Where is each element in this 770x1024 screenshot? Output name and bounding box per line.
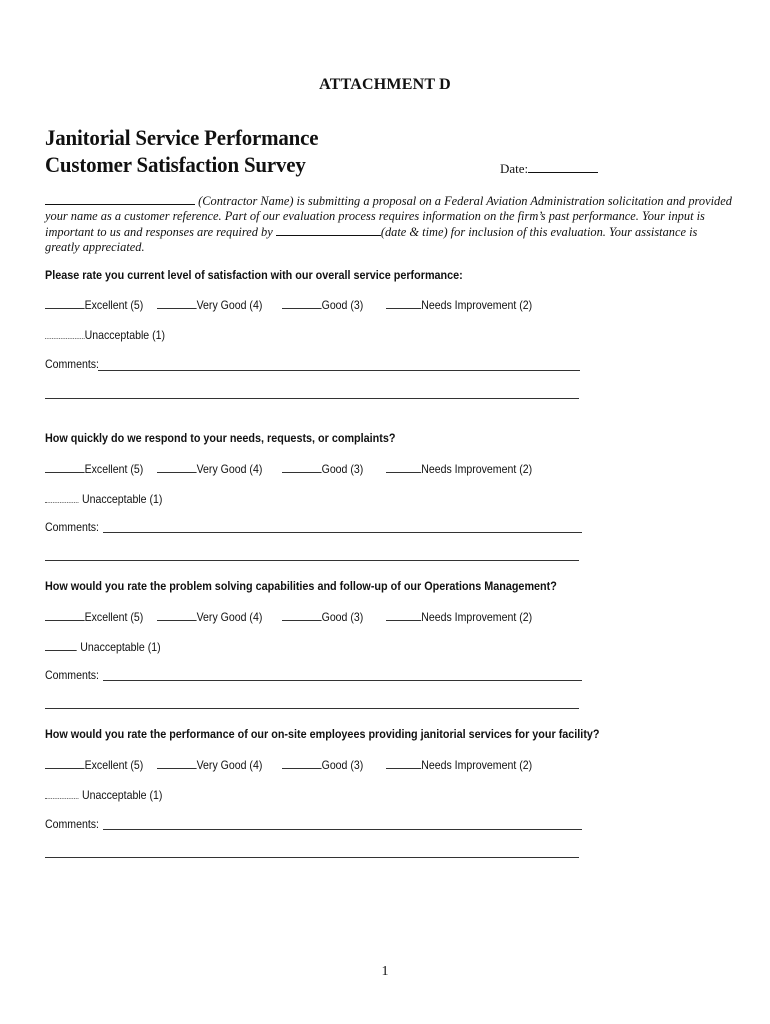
option-label: Very Good (4) xyxy=(196,610,263,624)
comments-line-2[interactable] xyxy=(45,857,579,858)
option-label: Needs Improvement (2) xyxy=(421,610,533,624)
question-4: How would you rate the performance of our on-site employees providing janitorial services for your facility? xyxy=(45,727,600,741)
option-label: Good (3) xyxy=(321,758,364,772)
option-label: Needs Improvement (2) xyxy=(421,462,533,476)
option-needs-improvement[interactable] xyxy=(386,757,532,772)
option-label: Very Good (4) xyxy=(196,758,263,772)
blank[interactable] xyxy=(45,327,85,339)
intro-text-2: (date & time) for inclusion of this evaluation. Your assistance is greatly appreciated. xyxy=(45,225,698,254)
comments-line-1[interactable] xyxy=(103,829,582,830)
option-label: Excellent (5) xyxy=(84,462,144,476)
question-2-comments xyxy=(45,520,106,534)
option-label: Very Good (4) xyxy=(196,462,263,476)
option-very-good[interactable] xyxy=(157,461,262,476)
comments-line-1[interactable] xyxy=(98,370,580,371)
option-label: Unacceptable (1) xyxy=(84,328,166,342)
title-line-1: Janitorial Service Performance xyxy=(45,125,319,150)
question-1-comments xyxy=(45,357,106,371)
blank[interactable] xyxy=(386,609,421,621)
option-label: Needs Improvement (2) xyxy=(421,298,533,312)
option-very-good[interactable] xyxy=(157,297,262,312)
blank[interactable] xyxy=(282,609,322,621)
date-blank[interactable] xyxy=(528,160,598,173)
blank[interactable] xyxy=(282,297,322,309)
option-needs-improvement[interactable] xyxy=(386,297,532,312)
option-label: Needs Improvement (2) xyxy=(421,758,533,772)
blank[interactable] xyxy=(45,461,85,473)
date-label: Date: xyxy=(500,161,529,176)
option-label: Excellent (5) xyxy=(84,758,144,772)
comments-label: Comments: xyxy=(45,668,99,682)
comments-line-2[interactable] xyxy=(45,560,579,561)
blank[interactable] xyxy=(45,757,85,769)
option-unacceptable[interactable] xyxy=(45,491,162,506)
comments-line-2[interactable] xyxy=(45,708,579,709)
intro-text-1: (Contractor Name) is submitting a proposal on a Federal Aviation Administration solicitation and provided your name as a customer reference. Part of our evaluation process requires information on the firm’s past performance. Your input is important to us and responses are required by xyxy=(45,194,732,239)
option-good[interactable] xyxy=(282,461,363,476)
blank[interactable] xyxy=(157,757,197,769)
page-title xyxy=(45,124,318,178)
option-good[interactable] xyxy=(282,297,363,312)
option-very-good[interactable] xyxy=(157,609,262,624)
option-needs-improvement[interactable] xyxy=(386,461,532,476)
title-line-2: Customer Satisfaction Survey xyxy=(45,152,306,177)
option-label: Unacceptable (1) xyxy=(80,640,161,654)
option-label: Unacceptable (1) xyxy=(81,788,163,802)
blank[interactable] xyxy=(386,297,421,309)
blank[interactable] xyxy=(45,639,77,651)
blank[interactable] xyxy=(45,491,78,503)
option-unacceptable[interactable] xyxy=(45,327,165,342)
option-label: Good (3) xyxy=(321,610,364,624)
option-excellent[interactable] xyxy=(45,297,143,312)
blank[interactable] xyxy=(157,609,197,621)
option-label: Excellent (5) xyxy=(84,610,144,624)
option-label: Good (3) xyxy=(321,462,364,476)
date-field xyxy=(500,160,598,177)
option-excellent[interactable] xyxy=(45,461,143,476)
contractor-name-blank[interactable] xyxy=(45,193,195,205)
blank[interactable] xyxy=(386,757,421,769)
blank[interactable] xyxy=(157,297,197,309)
blank[interactable] xyxy=(157,461,197,473)
option-excellent[interactable] xyxy=(45,609,143,624)
comments-line-1[interactable] xyxy=(103,680,582,681)
comments-line-2[interactable] xyxy=(45,398,579,399)
option-good[interactable] xyxy=(282,609,363,624)
option-excellent[interactable] xyxy=(45,757,143,772)
option-label: Unacceptable (1) xyxy=(81,492,163,506)
question-3: How would you rate the problem solving capabilities and follow-up of our Operations Management? xyxy=(45,579,557,593)
option-unacceptable[interactable] xyxy=(45,639,161,654)
blank[interactable] xyxy=(45,297,85,309)
blank[interactable] xyxy=(282,757,322,769)
option-label: Excellent (5) xyxy=(84,298,144,312)
option-label: Very Good (4) xyxy=(196,298,263,312)
option-label: Good (3) xyxy=(321,298,364,312)
blank[interactable] xyxy=(386,461,421,473)
question-1: Please rate you current level of satisfaction with our overall service performance: xyxy=(45,268,463,282)
blank[interactable] xyxy=(282,461,322,473)
question-3-comments xyxy=(45,668,106,682)
comments-label: Comments: xyxy=(45,520,99,534)
question-4-comments xyxy=(45,817,106,831)
page-number: 1 xyxy=(381,964,389,979)
attachment-label: ATTACHMENT D xyxy=(319,76,451,93)
option-unacceptable[interactable] xyxy=(45,787,162,802)
blank[interactable] xyxy=(45,787,78,799)
intro-paragraph xyxy=(45,193,735,255)
option-very-good[interactable] xyxy=(157,757,262,772)
comments-line-1[interactable] xyxy=(103,532,582,533)
comments-label: Comments: xyxy=(45,357,99,371)
deadline-blank[interactable] xyxy=(276,224,381,236)
blank[interactable] xyxy=(45,609,85,621)
comments-label: Comments: xyxy=(45,817,99,831)
question-2: How quickly do we respond to your needs, requests, or complaints? xyxy=(45,431,396,445)
option-needs-improvement[interactable] xyxy=(386,609,532,624)
option-good[interactable] xyxy=(282,757,363,772)
